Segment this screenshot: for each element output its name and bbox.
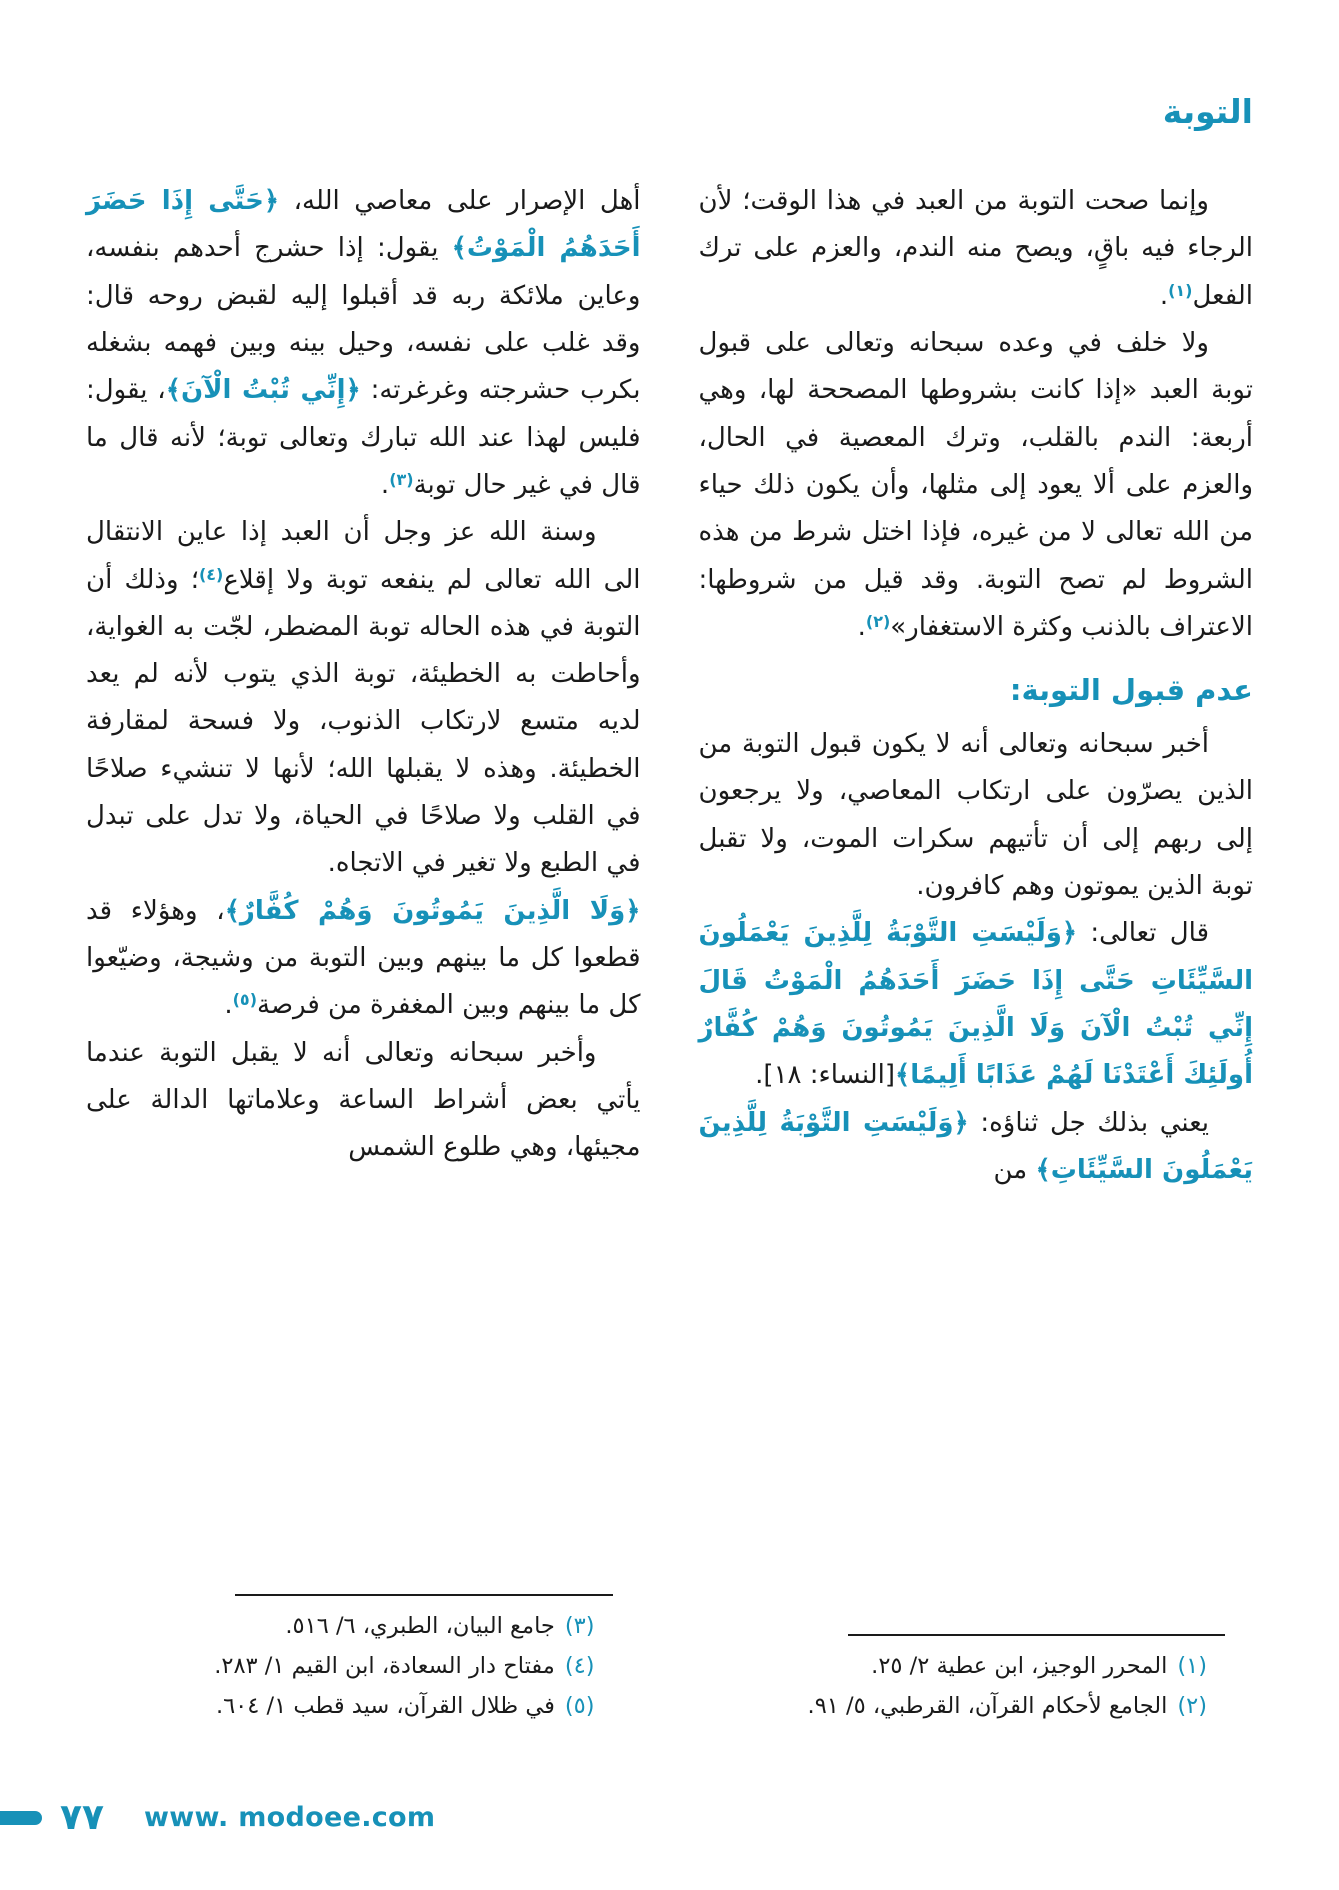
footnote-text: المحرر الوجيز، ابن عطية ٢/ ٢٥.	[871, 1652, 1168, 1679]
footnotes-list	[86, 1606, 641, 1726]
running-header-title: التوبة	[1162, 92, 1253, 131]
footnote-number: (٢)	[1177, 1692, 1207, 1719]
footnote-ref: (٤)	[198, 564, 224, 584]
text-run: أخبر سبحانه وتعالى أنه لا يكون قبول التوبة من الذين يصرّون على ارتكاب المعاصي، ولا يرجعون إلى ربهم إلى أن تأتيهم سكرات الموت، ولا تقبل توبة الذين يموتون وهم كافرون.	[698, 729, 1253, 902]
quran-quote: ﴿حَتَّى إِذَا حَضَرَ أَحَدَهُمُ الْمَوْتُ﴾	[86, 186, 641, 264]
footnote-separator	[848, 1634, 1225, 1636]
footnote-number: (٣)	[564, 1612, 595, 1639]
page-footer	[0, 1797, 435, 1838]
column-left	[86, 178, 641, 1726]
text-run: ، وهؤلاء قد قطعوا كل ما بينهم وبين التوبة من وشيجة، وضيّعوا كل ما بينهم وبين المغفرة من فرصة	[86, 895, 641, 1021]
footnote-text: جامع البيان، الطبري، ٦/ ٥١٦.	[285, 1612, 555, 1639]
text-run: .	[224, 990, 233, 1021]
paragraph	[699, 178, 1254, 320]
text-run: .	[380, 469, 390, 500]
text-run: ولا خلف في وعده سبحانه وتعالى على قبول توبة العبد «إذا كانت بشروطها المصححة لها، وهي أربعة: الندم بالقلب، وترك المعصية في الحال، والعزم على ألا يعود إلى مثلها، وأن يكون ذلك حياء من الله تعالى لا من غيره، فإذا اختل شرط من هذه الشروط لم تصح التوبة. وقد قيل من شروطها: الاعتراف بالذنب وكثرة الاستغفار»	[698, 327, 1253, 642]
quran-quote: ﴿وَلَيْسَتِ التَّوْبَةُ لِلَّذِينَ يَعْمَلُونَ السَّيِّئَاتِ﴾	[698, 1107, 1253, 1185]
footnote-text: في ظلال القرآن، سيد قطب ١/ ٦٠٤.	[215, 1692, 555, 1719]
footnote-ref: (٥)	[232, 990, 257, 1010]
footnote	[86, 1646, 595, 1686]
footnote-ref: (٢)	[865, 611, 891, 631]
text-run: وسنة الله عز وجل أن العبد إذا عاين الانتقال الى الله تعالى لم ينفعه توبة ولا إقلاع	[86, 517, 641, 595]
footnote	[699, 1646, 1208, 1686]
footnote	[86, 1606, 595, 1646]
text-run: .	[857, 611, 866, 642]
text-run: .	[1159, 280, 1169, 311]
column-left-footnotes	[86, 1588, 641, 1726]
footnote-ref: (٣)	[389, 469, 414, 489]
page-number: ٧٧	[60, 1797, 104, 1838]
column-right-body	[699, 178, 1254, 1194]
column-left-body	[86, 178, 641, 1172]
paragraph	[699, 1100, 1254, 1195]
paragraph	[699, 721, 1254, 910]
footnote-ref: (١)	[1168, 280, 1193, 300]
text-run: [النساء: ١٨].	[755, 1060, 896, 1091]
text-run: من	[993, 1154, 1036, 1185]
footer-accent-bar	[0, 1811, 42, 1825]
footnote-number: (٤)	[564, 1652, 595, 1679]
footnote	[86, 1686, 595, 1726]
footnote-number: (١)	[1177, 1652, 1207, 1679]
text-columns	[86, 178, 1253, 1726]
paragraph	[699, 910, 1254, 1099]
text-run: ، يقول: فليس لهذا عند الله تبارك وتعالى توبة؛ لأنه قال ما قال في غير حال توبة	[86, 375, 641, 500]
column-right-footnotes	[699, 1628, 1254, 1726]
quran-quote: ﴿إِنِّي تُبْتُ الْآنَ﴾	[165, 375, 361, 406]
text-run: ؛ وذلك أن التوبة في هذه الحاله توبة المضطر، لجّت به الغواية، وأحاطت به الخطيئة، توبة الذي يتوب لأنه لم يعد لديه متسع لارتكاب الذنوب، ولا فسحة لمقارفة الخطيئة. وهذه لا يقبلها الله؛ لأنها لا تنشيء صلاحًا في القلب ولا صلاحًا في الحياة، ولا تدل على تبدل في الطبع ولا تغير في الاتجاه.	[86, 564, 641, 879]
text-run: وأخبر سبحانه وتعالى أنه لا يقبل التوبة عندما يأتي بعض أشراط الساعة وعلاماتها الدالة على مجيئها، وهي طلوع الشمس	[86, 1037, 641, 1163]
text-run: يعني بذلك جل ثناؤه:	[968, 1107, 1210, 1138]
section-heading: عدم قبول التوبة:	[1009, 673, 1253, 708]
text-run: وإنما صحت التوبة من العبد في هذا الوقت؛ لأن الرجاء فيه باقٍ، ويصح منه الندم، والعزم على ترك الفعل	[698, 186, 1253, 311]
paragraph	[699, 320, 1254, 651]
quran-quote: ﴿وَلَا الَّذِينَ يَمُوتُونَ وَهُمْ كُفَّارٌ﴾	[224, 895, 641, 926]
column-right	[699, 178, 1254, 1726]
text-run: يقول: إذا حشرج أحدهم بنفسه، وعاين ملائكة ربه قد أقبلوا إليه لقبض روحه قال: وقد غلب على نفسه، وحيل بينه وبين فهمه بشغله بكرب حشرجته وغرغرته:	[86, 233, 641, 406]
paragraph	[86, 509, 641, 888]
footnote-number: (٥)	[564, 1692, 595, 1719]
footnote-text: الجامع لأحكام القرآن، القرطبي، ٥/ ٩١.	[807, 1692, 1168, 1719]
text-run: قال تعالى:	[1077, 918, 1209, 949]
paragraph	[86, 888, 641, 1030]
footnote	[699, 1686, 1208, 1726]
text-run: أهل الإصرار على معاصي الله،	[279, 186, 641, 216]
footnotes-list	[699, 1646, 1254, 1726]
quran-quote: ﴿وَلَيْسَتِ التَّوْبَةُ لِلَّذِينَ يَعْمَلُونَ السَّيِّئَاتِ حَتَّى إِذَا حَضَرَ أَحَدَهُمُ الْمَوْتُ قَالَ إِنِّي تُبْتُ الْآنَ وَلَا الَّذِينَ يَمُوتُونَ وَهُمْ كُفَّارٌ أُولَئِكَ أَعْتَدْنَا لَهُمْ عَذَابًا أَلِيمًا﴾	[698, 918, 1253, 1091]
paragraph	[86, 1030, 641, 1172]
website-url: www. modoee.com	[143, 1802, 436, 1833]
paragraph	[86, 178, 641, 509]
footnote-separator	[235, 1594, 612, 1596]
footnote-text: مفتاح دار السعادة، ابن القيم ١/ ٢٨٣.	[214, 1652, 555, 1679]
